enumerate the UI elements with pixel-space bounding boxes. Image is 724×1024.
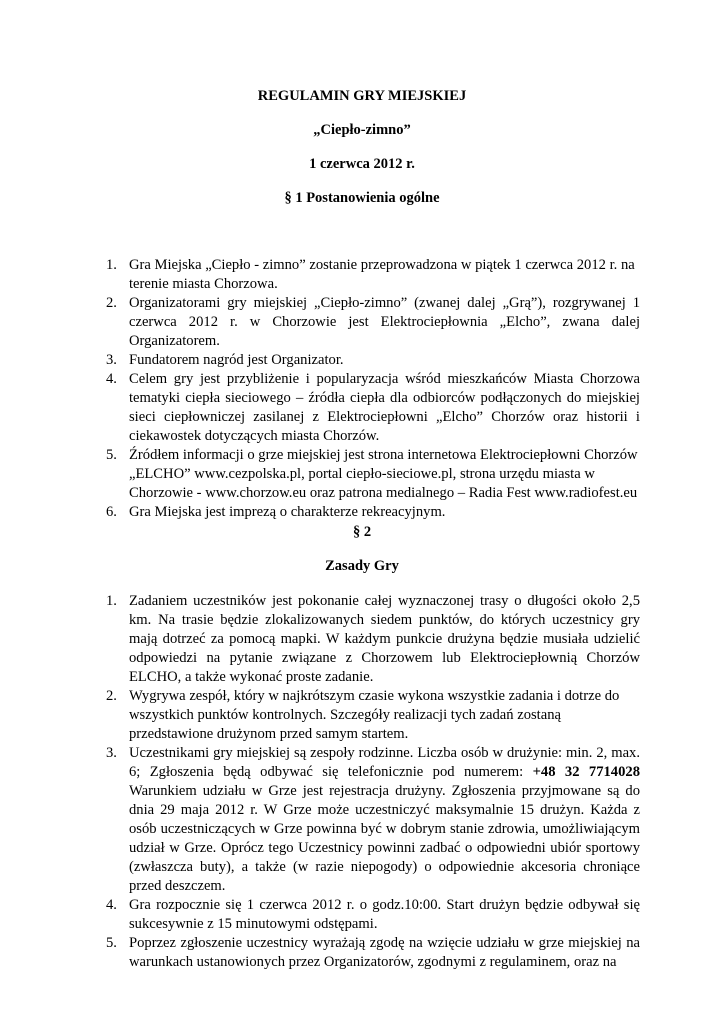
- list-item: [106, 896, 640, 934]
- list-item: [106, 503, 640, 522]
- list-item-number: 4.: [106, 897, 117, 913]
- list-item-text: Uczestnikami gry miejskiej są zespoły rodzinne. Liczba osób w drużynie: min. 2, max. 6; Zgłoszenia będą odbywać się telefonicznie pod numerem:: [129, 745, 640, 780]
- phone-number: +48 32 7714028: [532, 764, 640, 780]
- list-item: [106, 592, 640, 687]
- list-item: [106, 744, 640, 896]
- list-item-text: Warunkiem udziału w Grze jest rejestracja drużyny. Zgłoszenia przyjmowane są do dnia 29 maja 2012 r. W Grze może uczestniczyć maksymalnie 15 drużyn. Każda z osób uczestniczących w Grze powinna być w dobrym stanie zdrowia, umożliwiającym udział w Grze. Oprócz tego Uczestnicy powinni zadbać o odpowiedni ubiór sportowy (zwłaszcza buty), a także (w razie niepogody) o odpowiednie akcesoria chroniące przed deszczem.: [129, 783, 640, 894]
- section1-list: [106, 256, 640, 522]
- list-item-number: 1.: [106, 257, 117, 273]
- section1-title: § 1 Postanowienia ogólne: [284, 190, 440, 206]
- document-subtitle: „Ciepło-zimno”: [313, 122, 411, 138]
- list-item-text: Fundatorem nagród jest Organizator.: [129, 352, 344, 368]
- list-item-number: 3.: [106, 352, 117, 368]
- list-item-number: 2.: [106, 295, 117, 311]
- list-item-text: Gra Miejska jest imprezą o charakterze rekreacyjnym.: [129, 504, 446, 520]
- list-item: [106, 934, 640, 972]
- list-item-text: Źródłem informacji o grze miejskiej jest strona internetowa Elektrociepłowni Chorzów „ELCHO” www.cezpolska.pl, portal ciepło-sieciowe.pl, strona urzędu miasta w Chorzowie - www.chorzow.eu oraz patrona medialnego – Radia Fest www.radiofest.eu: [129, 447, 638, 501]
- section2-list: [106, 592, 640, 972]
- list-item: [106, 687, 640, 744]
- list-item: [106, 370, 640, 446]
- list-item-text: Celem gry jest przybliżenie i popularyzacja wśród mieszkańców Miasta Chorzowa tematyki ciepła sieciowego – źródła ciepła dla odbiorców podłączonych do miejskiej sieci ciepłowniczej zasilanej z Elektrociepłowni „Elcho” Chorzów oraz historii i ciekawostek dotyczących miasta Chorzów.: [129, 371, 640, 444]
- list-item-text: Gra Miejska „Ciepło - zimno” zostanie przeprowadzona w piątek 1 czerwca 2012 r. na terenie miasta Chorzowa.: [129, 257, 635, 292]
- list-item-number: 2.: [106, 688, 117, 704]
- section2-title: Zasady Gry: [325, 558, 399, 574]
- list-item: [106, 294, 640, 351]
- list-item: [106, 256, 640, 294]
- list-item-number: 1.: [106, 593, 117, 609]
- list-item-number: 5.: [106, 935, 117, 951]
- list-item-text: Wygrywa zespół, który w najkrótszym czasie wykona wszystkie zadania i dotrze do wszystkich punktów kontrolnych. Szczegóły realizacji tych zadań zostaną przedstawione drużynom przed samym startem.: [129, 688, 620, 742]
- section2-mark: § 2: [352, 524, 372, 540]
- list-item: [106, 351, 640, 370]
- list-item-number: 4.: [106, 371, 117, 387]
- list-item-text: Organizatorami gry miejskiej „Ciepło-zimno” (zwanej dalej „Grą”), rozgrywanej 1 czerwca 2012 r. w Chorzowie jest Elektrociepłownia „Elcho”, zwana dalej Organizatorem.: [129, 295, 640, 349]
- list-item-text: Zadaniem uczestników jest pokonanie całej wyznaczonej trasy o długości około 2,5 km. Na trasie będzie zlokalizowanych siedem punktów, do których uczestnicy gry mają dotrzeć za pomocą mapki. W każdym punkcie drużyna będzie musiała udzielić odpowiedzi na pytanie związane z Chorzowem lub Elektrociepłownią Chorzów ELCHO, a także wykonać proste zadanie.: [129, 593, 640, 685]
- list-item-text: Poprzez zgłoszenie uczestnicy wyrażają zgodę na wzięcie udziału w grze miejskiej na warunkach ustanowionych przez Organizatorów, zgodnymi z regulaminem, oraz na: [129, 935, 640, 970]
- list-item: [106, 446, 640, 503]
- list-item-number: 6.: [106, 504, 117, 520]
- document-date: 1 czerwca 2012 r.: [309, 156, 415, 172]
- list-item-number: 3.: [106, 745, 117, 761]
- document-title: REGULAMIN GRY MIEJSKIEJ: [257, 88, 467, 104]
- list-item-text: Gra rozpocznie się 1 czerwca 2012 r. o godz.10:00. Start drużyn będzie odbywał się sukcesywnie z 15 minutowymi odstępami.: [129, 897, 640, 932]
- list-item-number: 5.: [106, 447, 117, 463]
